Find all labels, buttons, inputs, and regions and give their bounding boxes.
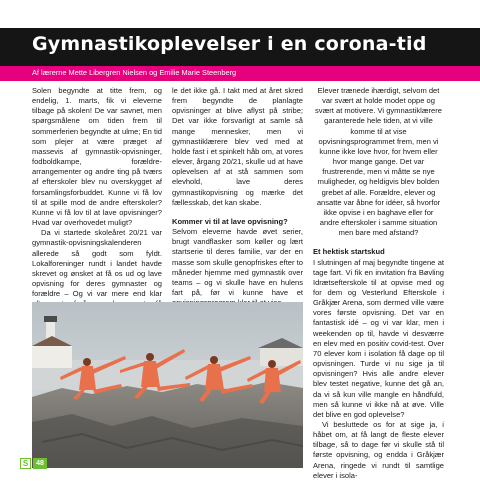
gymnastics-photo: [32, 302, 303, 468]
section-heading: Kommer vi til at lave opvisning?: [172, 216, 288, 226]
byline-bar: [0, 66, 480, 81]
text-column-3: [313, 86, 444, 481]
article-title: Gymnastikoplevelser i en corona-tid: [32, 33, 427, 55]
page-number: 48: [33, 458, 47, 469]
paragraph: Selvom eleverne havde øvet serier, brugt vandflasker som køller og lært startserie til deres familie, var der en masse som skulle genopfriskes efter to måneder hjemme med gymnastik over teams – og vi skulle have en hulens fart på, før vi kunne have et: [172, 227, 303, 297]
paragraph: I slutningen af maj begyndte tingene at tage fart. Vi fik en invitation fra Bøvling Idrætsefterskole til at opvise med og for dem og Vesterlund Efterskole i Gråkjær Arena, som dermed ville være vores første opvisning. Det var en fantastisk idé – og vi var klar, men i weekenden op til, havde vi desværre en elev med en positiv covid-test. Over 70 elever kom i isolation få dage op til opvisningen. Turde vi nu sige ja til opvisningen? Hvis alle andre elever blev testet negative, kunne det gå an, da vi så kun ville mangle en håndfuld, men så kunne vi ikke nå at øve. Ville det blive en god oplevelse?: [313, 257, 444, 419]
building: [32, 346, 72, 368]
title-bar: [0, 28, 480, 66]
article-byline: Af lærerne Mette Libergren Nielsen og Emilie Marie Steenberg: [32, 68, 237, 77]
paragraph: le det ikke gå. I takt med at året skred frem begyndte de planlagte opvisninger at blive aflyst på stribe; Det var ikke forsvarligt at samle så mange mennesker, men vi gymnastiklærere blev ved med at holde fast i et spinkelt håb om, at vores elever, årgang 20/21, skulle ud at have oplevelsen af at stå sammen som elevhold, lave deres gymnastikopvisning og mærke det fællesskab, det kan skabe.: [172, 86, 303, 207]
paragraph: Elever trænede ihærdigt, selvom det var svært at holde modet oppe og svært at motivere. Vi gymnastiklærere garanterede hele tiden, at vi ville komme til at vise opvisningsprogrammet frem, men vi kunne ikke love hvor, for hvem eller hvor mange gange. Det var frustrerende, men vi måtte se nye muligheder, og heldigvis blev bolden grebet af alle. Forældre, elever og ansatte var åbne for idéer, så hvorfor ikke opvise i en baghave eller for andre efterskoler i samme situation men bare med afstand?: [315, 86, 442, 238]
school-logo-icon: S: [20, 458, 31, 469]
paragraph: Solen begyndte at titte frem, og endelig, 1. marts, fik vi eleverne tilbage på skolen! De var savnet, men spørgsmålene om tiden frem til sommerferien begyndte at ulme; En tid som plejer at være præget af massevis af gymnastik-opvisninger, fodboldkampe, forældre-arrangementer og andre ting på tværs af efterskoler blev nu overskygget af forsamlingsforbuddet. Kunne vi få lov til at spille mod de andre efterskoler? Kunne vi få lov til at lave opvisninger? Hvad var overhovedet muligt?: [32, 86, 162, 228]
text-column-2: [172, 86, 303, 308]
paragraph: Vi besluttede os for at sige ja, i håbet om, at få langt de fleste elever tilbage, så to dage før vi skulle stå til første opvisning, og endda i Gråkjær Arena, ringede vi rundt til samtlige elever i isola-: [313, 420, 444, 480]
text-column-1: [32, 86, 162, 320]
paragraph: Da vi startede skoleåret 20/21 var gymnastik-opvisningskalenderen allerede så godt som fyldt. Lokalforeninger rundt i landet havde skrevet og ønsket at få os ud og lave opvisning for deres gymnaster og forældre – Og vi var mere end klar: [32, 228, 162, 299]
section-heading: Et hektisk startskud: [313, 247, 385, 257]
